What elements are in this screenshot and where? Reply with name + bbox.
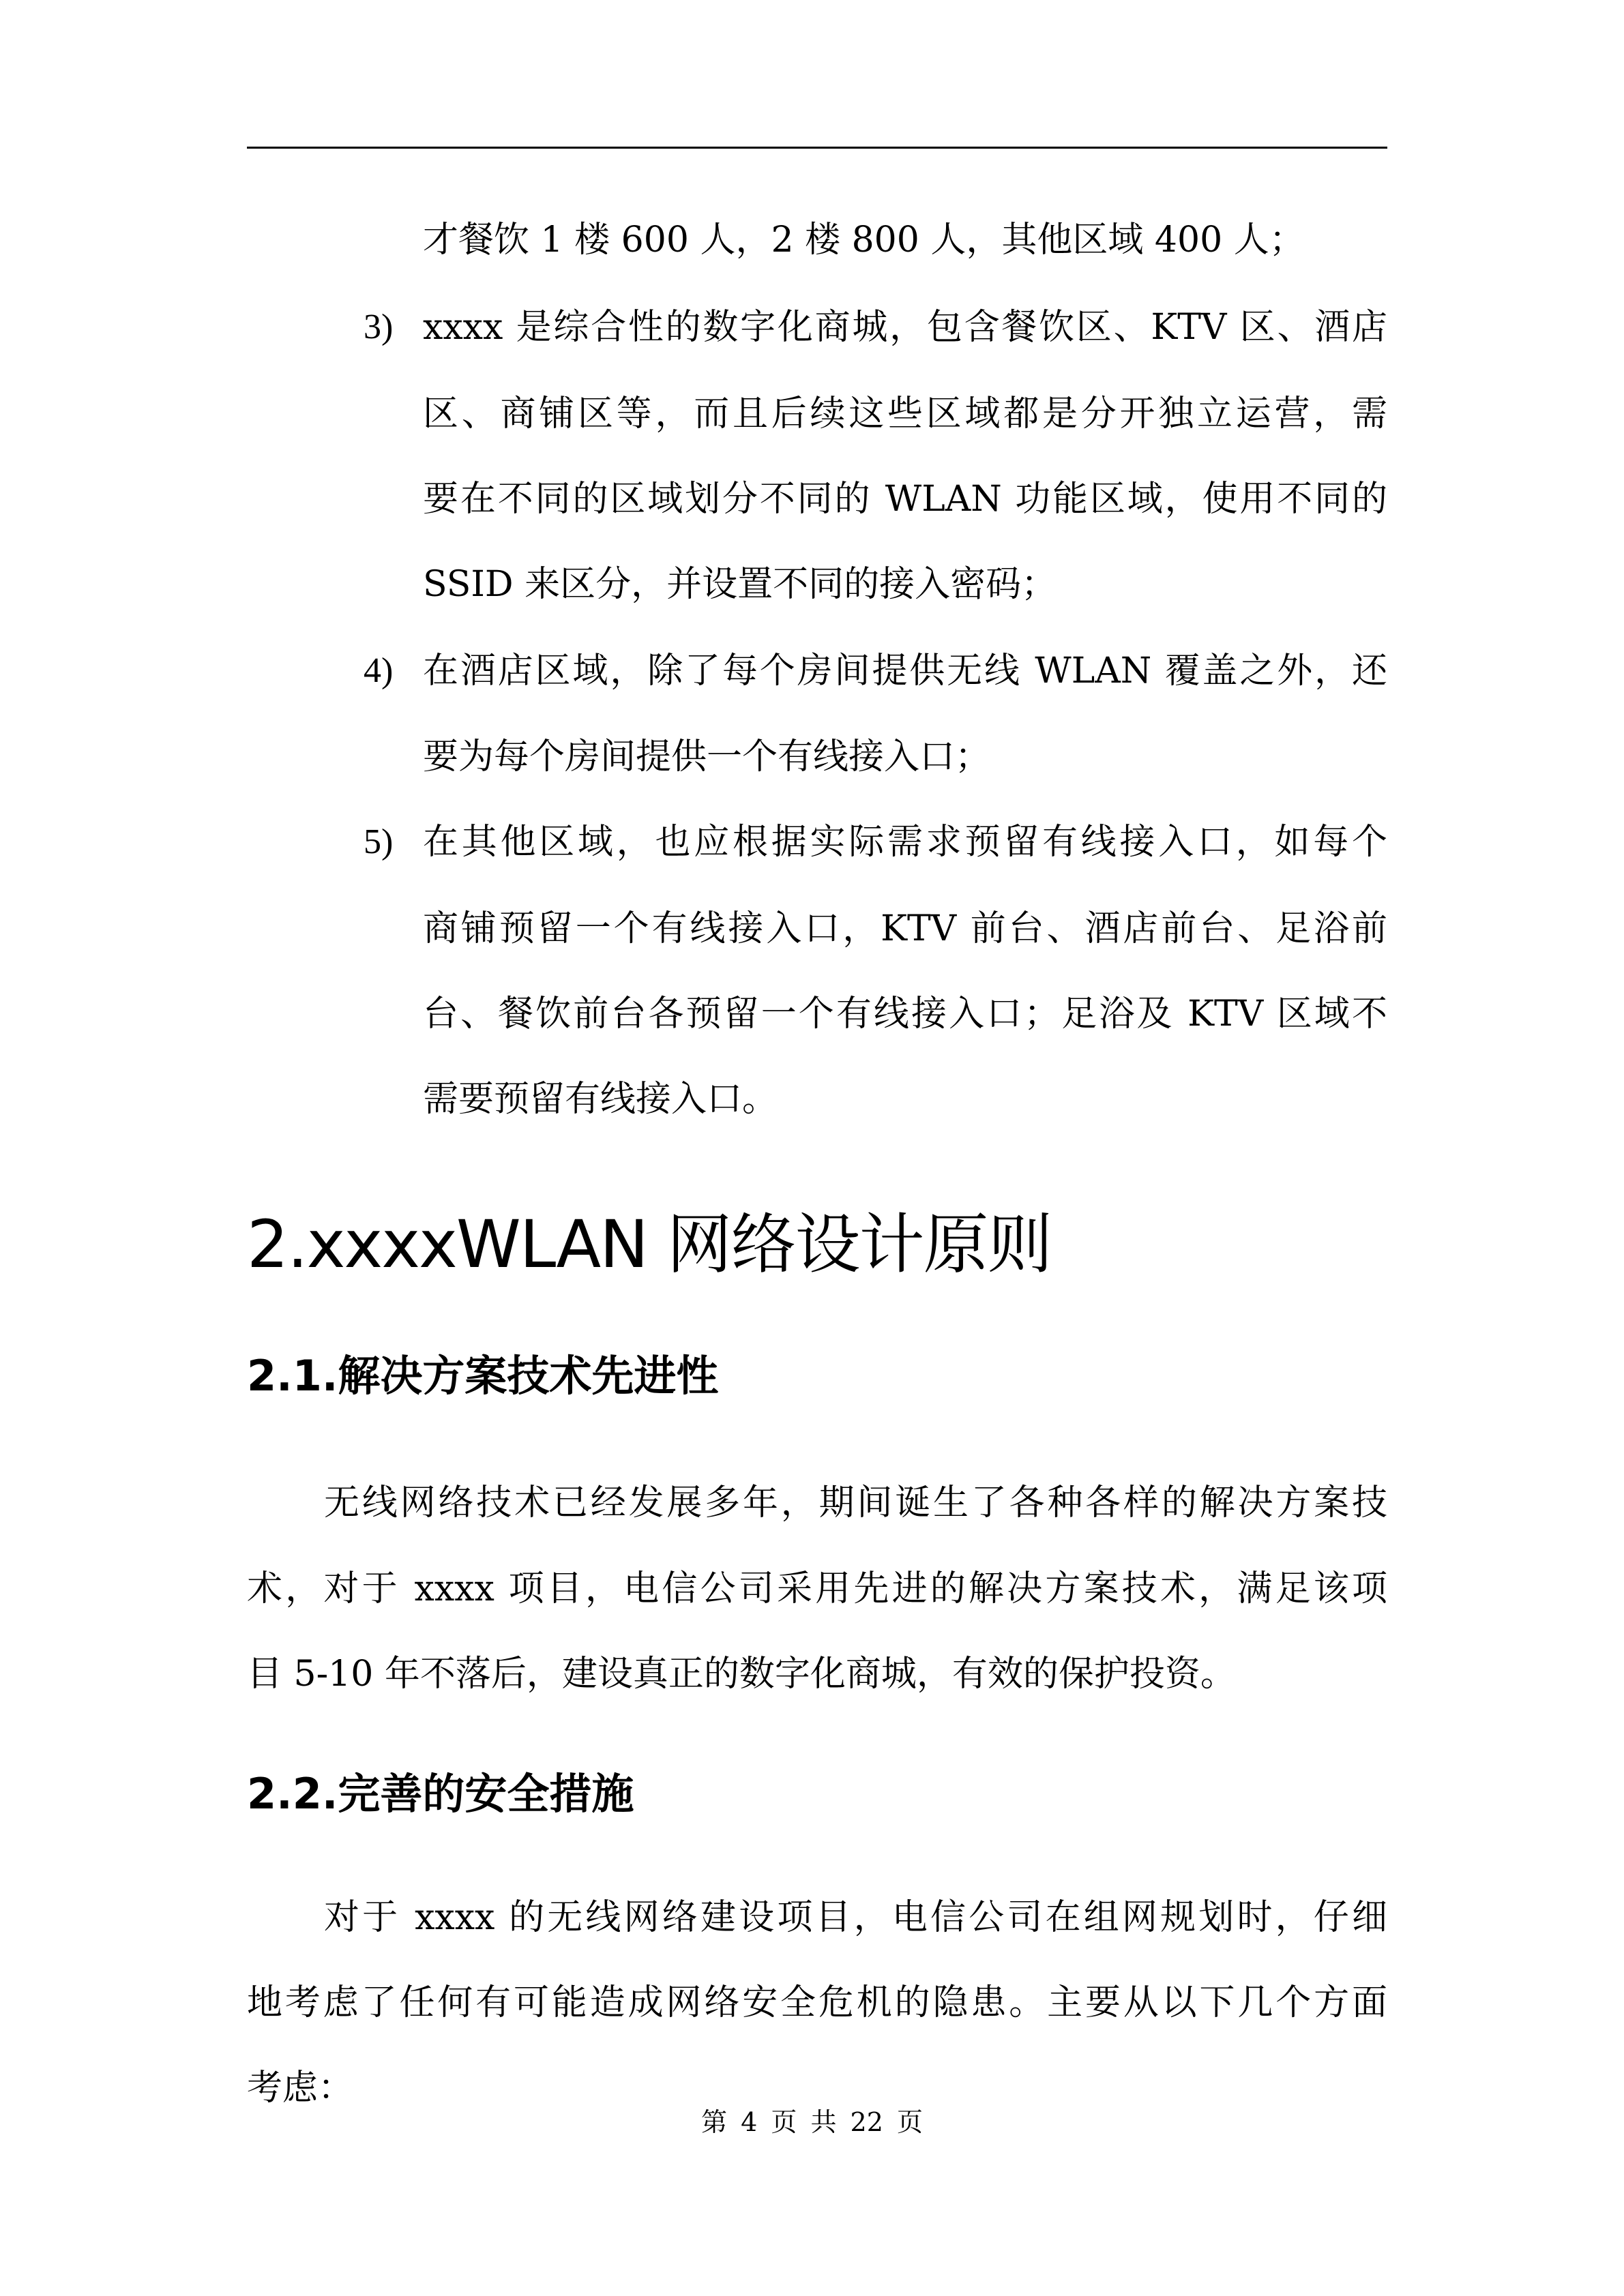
page-footer: 第 4 页 共 22 页 <box>701 2107 923 2137</box>
list-item-5-line-1: 在其他区域，也应根据实际需求预留有线接入口，如每个 <box>423 822 1387 863</box>
section-2-1-line-2: 术，对于 xxxx 项目，电信公司采用先进的解决方案技术，满足该项 <box>247 1568 1387 1609</box>
list-item-5-line-4: 需要预留有线接入口。 <box>423 1079 778 1120</box>
section-2-1-line-3: 目 5-10 年不落后，建设真正的数字化商城，有效的保护投资。 <box>247 1654 1236 1695</box>
heading-level-1: 2.xxxxWLAN 网络设计原则 <box>247 1206 1052 1283</box>
list-item-3-line-1: xxxx 是综合性的数字化商城，包含餐饮区、KTV 区、酒店 <box>423 307 1387 348</box>
list-item-4-line-1: 在酒店区域，除了每个房间提供无线 WLAN 覆盖之外，还 <box>423 651 1387 691</box>
section-2-1-line-1: 无线网络技术已经发展多年，期间诞生了各种各样的解决方案技 <box>324 1482 1387 1523</box>
list-number-5: 5) <box>364 822 394 861</box>
list-number-4: 4) <box>364 651 394 690</box>
list-item-5-line-2: 商铺预留一个有线接入口，KTV 前台、酒店前台、足浴前 <box>423 908 1387 949</box>
list-item-4-line-2: 要为每个房间提供一个有线接入口； <box>423 736 991 777</box>
list-item-3-line-4: SSID 来区分，并设置不同的接入密码； <box>423 564 1057 605</box>
list-item-3-line-3: 要在不同的区域划分不同的 WLAN 功能区域，使用不同的 <box>423 479 1387 520</box>
list-number-3: 3) <box>364 308 394 346</box>
section-2-2-line-2: 地考虑了任何有可能造成网络安全危机的隐患。主要从以下几个方面 <box>247 1982 1387 2023</box>
list-item-5-line-3: 台、餐饮前台各预留一个有线接入口；足浴及 KTV 区域不 <box>423 994 1387 1034</box>
header-rule <box>247 147 1387 149</box>
section-2-2-line-3: 考虑： <box>247 2068 354 2108</box>
list-item-3-line-2: 区、商铺区等，而且后续这些区域都是分开独立运营，需 <box>423 393 1387 434</box>
heading-2-1: 2.1.解决方案技术先进性 <box>247 1351 719 1401</box>
heading-2-2: 2.2.完善的安全措施 <box>247 1769 634 1819</box>
list-continuation: 才餐饮 1 楼 600 人，2 楼 800 人，其他区域 400 人； <box>423 220 1305 260</box>
section-2-2-line-1: 对于 xxxx 的无线网络建设项目，电信公司在组网规划时，仔细 <box>324 1897 1387 1938</box>
